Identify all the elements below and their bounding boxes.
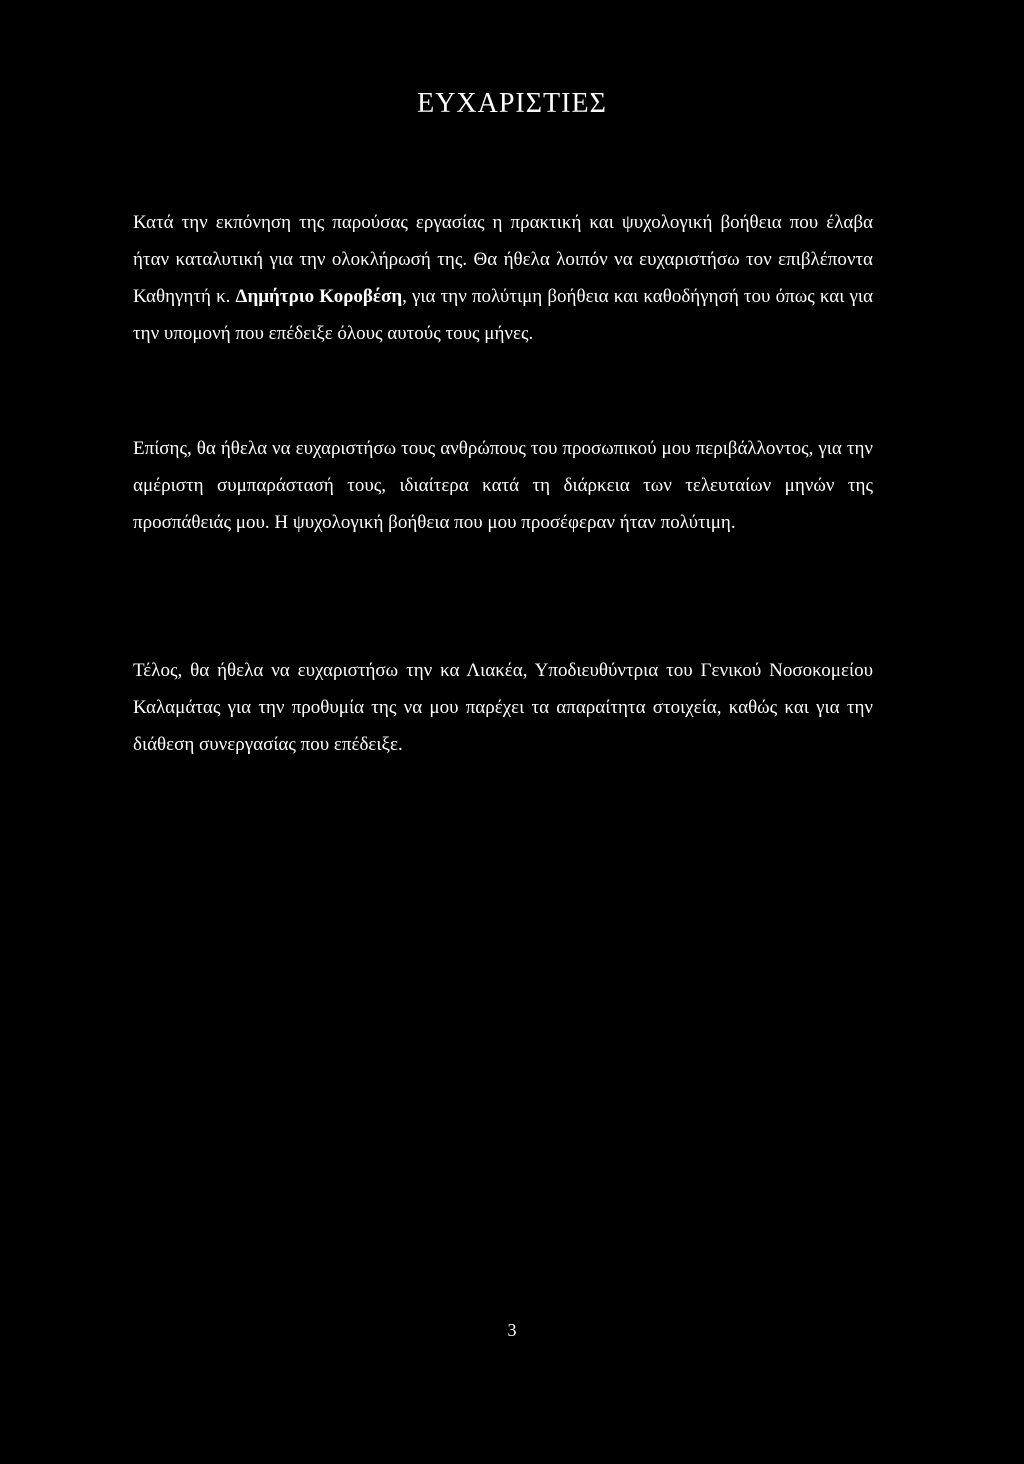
- paragraph-1-text-end: , για την πολύτιμη βοήθεια και καθοδήγησή του όπως και για την υπομονή που επέδειξε όλους αυτούς τους μήνες.: [133, 286, 873, 344]
- page-number: 3: [507, 1320, 517, 1340]
- acknowledgement-paragraph-2: Επίσης, θα ήθελα να ευχαριστήσω τους ανθρώπους του προσωπικού μου περιβάλλοντος, για την αμέριστη συμπαράστασή τους, ιδιαίτερα κατά τη διάρκεια των τελευταίων μηνών της προσπάθειάς μου. Η ψυχολογική βοήθεια που μου προσέφεραν ήταν πολύτιμη.: [133, 438, 873, 533]
- paragraph-1-text-start: Κατά την εκπόνηση της παρούσας εργασίας η πρακτική και ψυχολογική βοήθεια που έλαβα ήταν καταλυτική για την ολοκλήρωσή της. Θα ήθελα λοιπόν να ευχαριστήσω τον επιβλέποντα Καθηγητή κ.: [133, 212, 873, 307]
- page-title: ΕΥΧΑΡΙΣΤΙΕΣ: [417, 88, 607, 119]
- supervisor-name: Δημήτριο Κοροβέση: [235, 286, 403, 307]
- acknowledgement-paragraph-3: Τέλος, θα ήθελα να ευχαριστήσω την κα Λιακέα, Υποδιευθύντρια του Γενικού Νοσοκομείου Καλαμάτας για την προθυμία της να μου παρέχει τα απαραίτητα στοιχεία, καθώς και για την διάθεση συνεργασίας που επέδειξε.: [133, 660, 873, 755]
- acknowledgement-paragraph-1: [133, 204, 873, 352]
